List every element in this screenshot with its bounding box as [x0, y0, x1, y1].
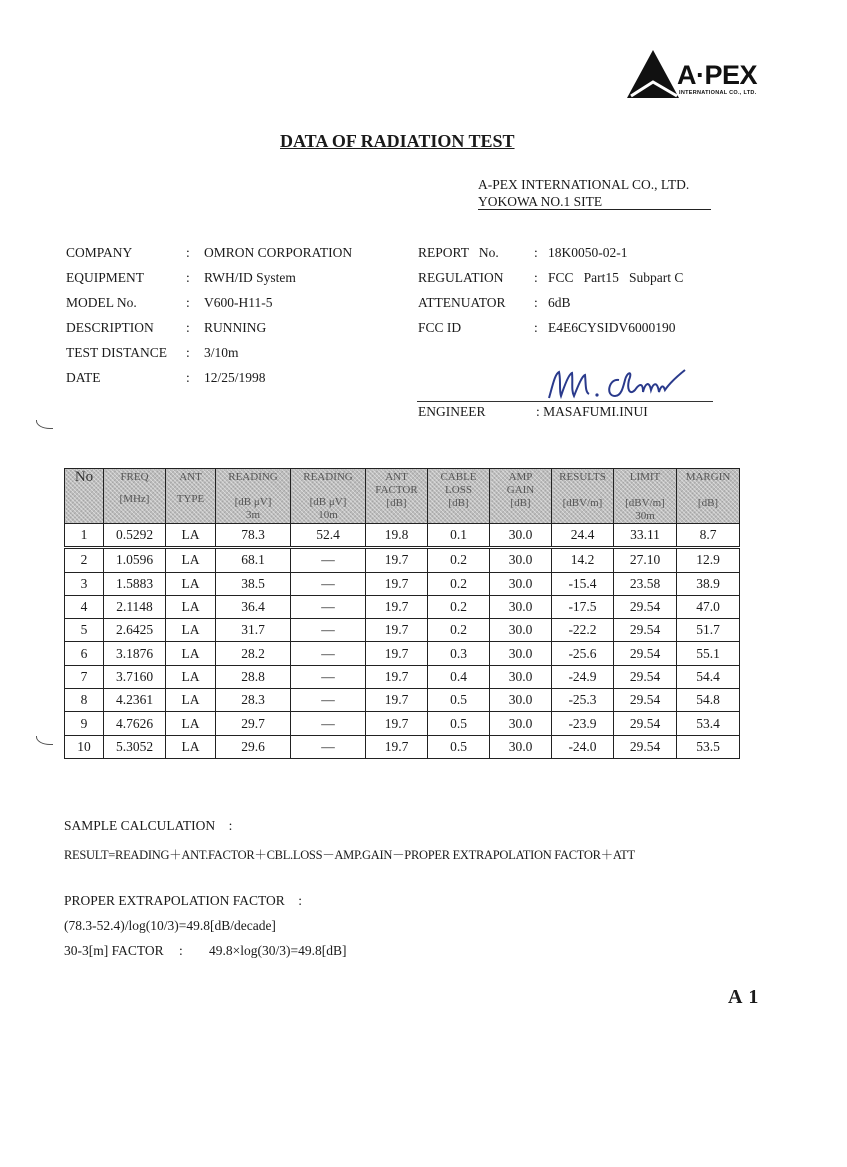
- table-row: [65, 712, 740, 735]
- header-line: No: [74, 469, 94, 485]
- table-row: [65, 642, 740, 665]
- extrapolation-title: PROPER EXTRAPOLATION FACTOR :: [64, 893, 303, 908]
- engineer-field: [418, 404, 648, 420]
- field-label: REPORT No.: [418, 245, 499, 260]
- extrapolation-factor-sep: :: [179, 943, 183, 958]
- col-header-results: [552, 469, 614, 524]
- field-value: RUNNING: [204, 320, 267, 335]
- cell-results: -25.3: [552, 689, 614, 712]
- field-report-no: [418, 245, 628, 261]
- cell-reading-3m: 78.3: [216, 524, 291, 548]
- cell-results: -24.9: [552, 665, 614, 688]
- header-line: LIMIT: [629, 471, 661, 483]
- cell-ant-factor: 19.7: [366, 572, 428, 595]
- field-description: [66, 320, 266, 336]
- document-title: DATA OF RADIATION TEST: [280, 131, 515, 151]
- header-line: READING: [303, 471, 353, 483]
- cell-limit: 29.54: [614, 689, 677, 712]
- header-line: GAIN: [506, 484, 535, 496]
- table-row: [65, 548, 740, 572]
- field-value: E4E6CYSIDV6000190: [548, 320, 676, 335]
- cell-no: 9: [65, 712, 104, 735]
- cell-ant-type: LA: [166, 524, 216, 548]
- field-sep: :: [534, 245, 538, 260]
- extrapolation-line-1: (78.3-52.4)/log(10/3)=49.8[dB/decade]: [64, 918, 276, 933]
- col-header-cable-loss: [428, 469, 490, 524]
- header-line: LOSS: [445, 484, 472, 496]
- scan-mark: [36, 420, 53, 429]
- cell-amp-gain: 30.0: [490, 619, 552, 642]
- cell-ant-factor: 19.7: [366, 548, 428, 572]
- header-line: [dB μV]: [309, 496, 347, 508]
- table-row: [65, 619, 740, 642]
- field-label: EQUIPMENT: [66, 270, 144, 285]
- header-line: [MHz]: [119, 493, 150, 505]
- field-model: [66, 295, 273, 311]
- cell-ant-factor: 19.7: [366, 689, 428, 712]
- header-line: MARGIN: [685, 471, 731, 483]
- cell-reading-10m: —: [291, 548, 366, 572]
- field-value: 12/25/1998: [204, 370, 266, 385]
- cell-ant-factor: 19.7: [366, 665, 428, 688]
- cell-amp-gain: 30.0: [490, 665, 552, 688]
- cell-reading-3m: 38.5: [216, 572, 291, 595]
- cell-limit: 29.54: [614, 665, 677, 688]
- cell-margin: 38.9: [677, 572, 740, 595]
- col-header-reading-3m: [216, 469, 291, 524]
- cell-ant-type: LA: [166, 712, 216, 735]
- field-label: DESCRIPTION: [66, 320, 154, 335]
- cell-freq: 4.7626: [104, 712, 166, 735]
- cell-limit: 23.58: [614, 572, 677, 595]
- col-header-reading-10m: [291, 469, 366, 524]
- cell-results: -23.9: [552, 712, 614, 735]
- sample-calculation-title: SAMPLE CALCULATION :: [64, 818, 233, 833]
- cell-cable-loss: 0.2: [428, 548, 490, 572]
- cell-ant-type: LA: [166, 619, 216, 642]
- cell-limit: 29.54: [614, 595, 677, 618]
- table-row: [65, 735, 740, 758]
- cell-limit: 29.54: [614, 712, 677, 735]
- field-label: REGULATION: [418, 270, 504, 285]
- cell-limit: 29.54: [614, 642, 677, 665]
- field-attenuator: [418, 295, 571, 311]
- cell-results: -22.2: [552, 619, 614, 642]
- cell-margin: 55.1: [677, 642, 740, 665]
- cell-reading-3m: 29.7: [216, 712, 291, 735]
- cell-margin: 54.8: [677, 689, 740, 712]
- cell-freq: 1.5883: [104, 572, 166, 595]
- cell-results: -24.0: [552, 735, 614, 758]
- col-header-no: [65, 469, 104, 524]
- cell-reading-10m: —: [291, 665, 366, 688]
- cell-amp-gain: 30.0: [490, 689, 552, 712]
- cell-ant-type: LA: [166, 572, 216, 595]
- field-label: TEST DISTANCE: [66, 345, 168, 360]
- header-line: 30m: [635, 510, 655, 522]
- header-line: [dB]: [448, 497, 469, 509]
- logo-name: A·PEX: [677, 60, 758, 90]
- field-fcc-id: [418, 320, 676, 336]
- field-test-distance: [66, 345, 239, 361]
- cell-limit: 29.54: [614, 735, 677, 758]
- field-sep: :: [186, 320, 190, 335]
- col-header-ant-type: [166, 469, 216, 524]
- col-header-ant-factor: [366, 469, 428, 524]
- field-value: 6dB: [548, 295, 571, 310]
- cell-reading-10m: —: [291, 595, 366, 618]
- cell-amp-gain: 30.0: [490, 735, 552, 758]
- cell-freq: 1.0596: [104, 548, 166, 572]
- engineer-name: : MASAFUMI.INUI: [536, 404, 648, 419]
- extrapolation-line-2: [64, 943, 346, 959]
- triangle-logo-icon: [627, 48, 683, 102]
- extrapolation-factor-label: 30-3[m] FACTOR: [64, 943, 164, 958]
- header-line: 3m: [245, 509, 261, 521]
- field-sep: :: [186, 245, 190, 260]
- cell-cable-loss: 0.5: [428, 735, 490, 758]
- cell-results: 24.4: [552, 524, 614, 548]
- cell-no: 6: [65, 642, 104, 665]
- cell-ant-factor: 19.7: [366, 712, 428, 735]
- issuer-site: YOKOWA NO.1 SITE: [478, 194, 711, 210]
- sample-calculation-formula: RESULT=READING＋ANT.FACTOR＋CBL.LOSS－AMP.GAIN－PROPER EXTRAPOLATION FACTOR＋ATT: [64, 848, 635, 862]
- header-line: FACTOR: [375, 484, 418, 496]
- field-value: V600-H11-5: [204, 295, 273, 310]
- field-sep: :: [534, 270, 538, 285]
- cell-ant-type: LA: [166, 665, 216, 688]
- cell-ant-type: LA: [166, 735, 216, 758]
- cell-reading-3m: 36.4: [216, 595, 291, 618]
- cell-freq: 5.3052: [104, 735, 166, 758]
- issuer-company: A-PEX INTERNATIONAL CO., LTD.: [478, 177, 690, 192]
- cell-no: 3: [65, 572, 104, 595]
- col-header-amp-gain: [490, 469, 552, 524]
- cell-no: 7: [65, 665, 104, 688]
- cell-limit: 27.10: [614, 548, 677, 572]
- cell-freq: 2.6425: [104, 619, 166, 642]
- cell-cable-loss: 0.5: [428, 689, 490, 712]
- cell-no: 4: [65, 595, 104, 618]
- scan-mark: [36, 736, 53, 745]
- cell-reading-10m: 52.4: [291, 524, 366, 548]
- cell-reading-3m: 28.2: [216, 642, 291, 665]
- cell-freq: 3.7160: [104, 665, 166, 688]
- cell-cable-loss: 0.4: [428, 665, 490, 688]
- company-logo: [627, 48, 767, 102]
- field-sep: :: [534, 295, 538, 310]
- field-sep: :: [186, 270, 190, 285]
- cell-cable-loss: 0.5: [428, 712, 490, 735]
- table-row: [65, 689, 740, 712]
- cell-results: 14.2: [552, 548, 614, 572]
- cell-freq: 0.5292: [104, 524, 166, 548]
- field-value: RWH/ID System: [204, 270, 296, 285]
- header-line: [dB]: [386, 497, 407, 509]
- cell-no: 5: [65, 619, 104, 642]
- cell-reading-10m: —: [291, 735, 366, 758]
- cell-ant-type: LA: [166, 595, 216, 618]
- cell-ant-factor: 19.7: [366, 642, 428, 665]
- field-sep: :: [534, 320, 538, 335]
- engineer-label: ENGINEER: [418, 404, 486, 419]
- header-line: [dB μV]: [234, 496, 272, 508]
- cell-amp-gain: 30.0: [490, 548, 552, 572]
- cell-freq: 2.1148: [104, 595, 166, 618]
- field-equipment: [66, 270, 296, 286]
- field-value: 18K0050-02-1: [548, 245, 628, 260]
- cell-no: 1: [65, 524, 104, 548]
- cell-reading-3m: 68.1: [216, 548, 291, 572]
- field-value: 3/10m: [204, 345, 239, 360]
- field-sep: :: [186, 370, 190, 385]
- table-row: [65, 524, 740, 548]
- cell-amp-gain: 30.0: [490, 595, 552, 618]
- cell-margin: 8.7: [677, 524, 740, 548]
- field-label: DATE: [66, 370, 101, 385]
- header-line: CABLE: [440, 471, 477, 483]
- header-line: [dBV/m]: [625, 497, 665, 509]
- cell-reading-3m: 29.6: [216, 735, 291, 758]
- cell-limit: 29.54: [614, 619, 677, 642]
- header-line: ANT: [385, 471, 408, 483]
- header-line: [dB]: [697, 497, 719, 509]
- cell-cable-loss: 0.1: [428, 524, 490, 548]
- header-line: READING: [228, 471, 278, 483]
- cell-reading-10m: —: [291, 689, 366, 712]
- cell-reading-10m: —: [291, 642, 366, 665]
- field-company: [66, 245, 352, 261]
- cell-reading-10m: —: [291, 572, 366, 595]
- cell-amp-gain: 30.0: [490, 712, 552, 735]
- cell-amp-gain: 30.0: [490, 572, 552, 595]
- cell-amp-gain: 30.0: [490, 524, 552, 548]
- cell-ant-type: LA: [166, 642, 216, 665]
- cell-amp-gain: 30.0: [490, 642, 552, 665]
- header-line: TYPE: [176, 493, 205, 505]
- field-value: OMRON CORPORATION: [204, 245, 353, 260]
- field-regulation: [418, 270, 683, 286]
- table-row: [65, 665, 740, 688]
- cell-no: 2: [65, 548, 104, 572]
- cell-freq: 3.1876: [104, 642, 166, 665]
- cell-results: -15.4: [552, 572, 614, 595]
- cell-margin: 51.7: [677, 619, 740, 642]
- header-line: AMP: [508, 471, 533, 483]
- cell-reading-3m: 28.8: [216, 665, 291, 688]
- field-sep: :: [186, 295, 190, 310]
- header-line: RESULTS: [559, 471, 606, 483]
- cell-ant-type: LA: [166, 548, 216, 572]
- cell-cable-loss: 0.2: [428, 595, 490, 618]
- field-label: COMPANY: [66, 245, 133, 260]
- cell-no: 8: [65, 689, 104, 712]
- cell-margin: 12.9: [677, 548, 740, 572]
- header-line: ANT: [179, 471, 202, 483]
- col-header-freq: [104, 469, 166, 524]
- cell-no: 10: [65, 735, 104, 758]
- page-number: A 1: [728, 986, 760, 1008]
- cell-cable-loss: 0.2: [428, 619, 490, 642]
- table-row: [65, 595, 740, 618]
- engineer-signature: [545, 366, 695, 402]
- cell-margin: 53.4: [677, 712, 740, 735]
- field-label: MODEL No.: [66, 295, 137, 310]
- col-header-limit: [614, 469, 677, 524]
- cell-reading-10m: —: [291, 712, 366, 735]
- field-label: FCC ID: [418, 320, 462, 335]
- field-date: [66, 370, 266, 386]
- cell-reading-3m: 31.7: [216, 619, 291, 642]
- field-label: ATTENUATOR: [418, 295, 506, 310]
- header-line: 10m: [318, 509, 338, 521]
- cell-margin: 47.0: [677, 595, 740, 618]
- cell-margin: 53.5: [677, 735, 740, 758]
- cell-margin: 54.4: [677, 665, 740, 688]
- table-row: [65, 572, 740, 595]
- extrapolation-factor-value: 49.8×log(30/3)=49.8[dB]: [209, 943, 347, 958]
- header-line: FREQ: [120, 471, 149, 483]
- cell-reading-10m: —: [291, 619, 366, 642]
- table-header-row: [65, 469, 740, 524]
- header-line: [dBV/m]: [562, 497, 603, 509]
- col-header-margin: [677, 469, 740, 524]
- cell-ant-factor: 19.7: [366, 735, 428, 758]
- cell-ant-factor: 19.7: [366, 619, 428, 642]
- cell-cable-loss: 0.2: [428, 572, 490, 595]
- field-value: FCC Part15 Subpart C: [548, 270, 684, 285]
- logo-subtitle: INTERNATIONAL CO., LTD.: [679, 90, 757, 96]
- cell-limit: 33.11: [614, 524, 677, 548]
- cell-reading-3m: 28.3: [216, 689, 291, 712]
- cell-ant-factor: 19.7: [366, 595, 428, 618]
- cell-freq: 4.2361: [104, 689, 166, 712]
- cell-results: -17.5: [552, 595, 614, 618]
- cell-ant-factor: 19.8: [366, 524, 428, 548]
- signature-line: [417, 401, 713, 402]
- field-sep: :: [186, 345, 190, 360]
- cell-ant-type: LA: [166, 689, 216, 712]
- cell-cable-loss: 0.3: [428, 642, 490, 665]
- radiation-test-table: [64, 468, 740, 759]
- header-line: [dB]: [510, 497, 531, 509]
- cell-results: -25.6: [552, 642, 614, 665]
